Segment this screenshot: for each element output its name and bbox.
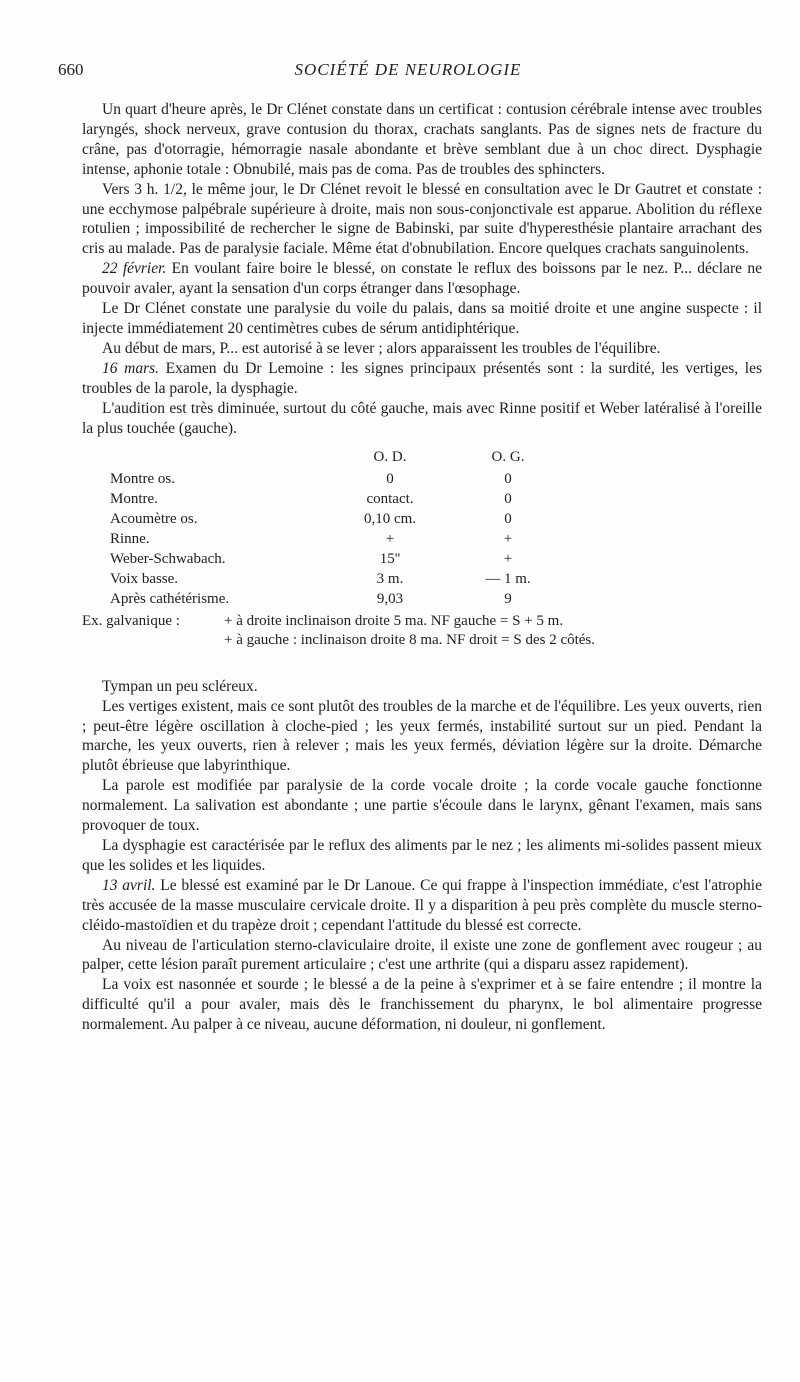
row-label: Acoumètre os. bbox=[110, 511, 198, 528]
article-body bbox=[82, 100, 762, 1035]
galvanic-exam bbox=[82, 612, 762, 651]
page-number: 660 bbox=[58, 60, 84, 79]
galvanic-line: + à gauche : inclinaison droite 8 ma. NF droit = S des 2 côtés. bbox=[224, 632, 596, 649]
og-value: + bbox=[503, 551, 513, 568]
paragraph: La parole est modifiée par paralysie de la corde vocale droite ; la corde vocale gauche fonctionne normalement. La salivation est abondante ; une partie s'écoule dans le larynx, gênant l'examen, mais sans provoquer de toux. bbox=[82, 777, 762, 835]
paragraph: La dysphagie est caractérisée par le reflux des aliments par le nez ; les aliments mi-solides passent mieux que les solides et les liquides. bbox=[82, 837, 762, 874]
paragraph-text: En voulant faire boire le blessé, on constate le reflux des boissons par le nez. P... déclare ne pouvoir avaler, ayant la sensation d'un corps étranger dans l'œsophage. bbox=[82, 260, 762, 298]
paragraph bbox=[82, 259, 762, 299]
table-row bbox=[110, 490, 558, 510]
table-row bbox=[110, 470, 558, 490]
table-row bbox=[110, 550, 558, 570]
row-label: Montre. bbox=[110, 491, 158, 508]
column-header-od: O. D. bbox=[373, 449, 407, 466]
row-label: Rinne. bbox=[110, 531, 150, 548]
paragraph: Vers 3 h. 1/2, le même jour, le Dr Clénet revoit le blessé en consultation avec le Dr Gautret et constate : une ecchymose palpébrale supérieure à droite, mais non sous-conjonctivale est apparue. Abolition du réflexe rotulien ; impossibilité de rechercher le signe de Babinski, par suite d'hyperesthésie plantaire arrachant des cris au malade. Pas de paralysie faciale. Même état d'obnubilation. Encore quelques crachats sanguinolents. bbox=[82, 180, 762, 258]
table-header-row bbox=[110, 448, 558, 470]
page-header bbox=[58, 60, 758, 84]
paragraph bbox=[82, 359, 762, 399]
od-value: 15'' bbox=[379, 551, 401, 568]
date-label: 22 février. bbox=[102, 260, 167, 278]
og-value: 9 bbox=[504, 590, 512, 607]
date-label: 13 avril. bbox=[102, 876, 156, 894]
table-row bbox=[110, 530, 558, 550]
paragraph: L'audition est très diminuée, surtout du côté gauche, mais avec Rinne positif et Weber latéralisé à l'oreille la plus touchée (gauche). bbox=[82, 399, 762, 437]
od-value: 0,10 cm. bbox=[363, 511, 417, 528]
paragraph: Au niveau de l'articulation sterno-claviculaire droite, il existe une zone de gonflement avec rougeur ; au palper, cette lésion paraît purement articulaire ; c'est une arthrite (qui a disparu assez rapidement). bbox=[82, 936, 762, 974]
paragraph: La voix est nasonnée et sourde ; le blessé a de la peine à s'exprimer et à se faire entendre ; il montre la difficulté qu'il a pour avaler, mais dès le franchissement du pharynx, le bol alimentaire progresse normalement. Au palper à ce niveau, aucune déformation, ni douleur, ni gonflement. bbox=[82, 976, 762, 1034]
row-label: Après cathétérisme. bbox=[110, 590, 230, 607]
paragraph: Le Dr Clénet constate une paralysie du voile du palais, dans sa moitié droite et une angine suspecte : il injecte immédiatement 20 centimètres cubes de sérum antidiphtérique. bbox=[82, 300, 762, 337]
table-row bbox=[110, 570, 558, 590]
paragraph: Un quart d'heure après, le Dr Clénet constate dans un certificat : contusion cérébrale intense avec troubles laryngés, shock nerveux, grave contusion du thorax, crachats sanglants. Pas de signes nets de fracture du crâne, pas d'otorragie, hémorragie nasale abondante et brève semblant due à un choc direct. Dysphagie intense, aphonie totale : Obnubilé, mais pas de coma. Pas de troubles des sphincters. bbox=[82, 101, 762, 178]
og-value: 0 bbox=[504, 471, 512, 488]
od-value: 0 bbox=[386, 471, 394, 488]
date-label: 16 mars. bbox=[102, 359, 160, 377]
column-header-og: O. G. bbox=[491, 449, 525, 466]
og-value: — 1 m. bbox=[485, 570, 531, 587]
row-label: Montre os. bbox=[110, 471, 175, 488]
paragraph-text: Examen du Dr Lemoine : les signes principaux présentés sont : la surdité, les vertiges, les troubles de la parole, la dysphagie. bbox=[82, 359, 762, 397]
og-value: + bbox=[503, 531, 513, 548]
journal-title: SOCIÉTÉ DE NEUROLOGIE bbox=[294, 60, 522, 79]
table-row bbox=[110, 590, 558, 610]
og-value: 0 bbox=[504, 511, 512, 528]
galvanic-label: Ex. galvanique : bbox=[82, 612, 180, 629]
og-value: 0 bbox=[504, 491, 512, 508]
paragraph bbox=[82, 876, 762, 936]
paragraph: Les vertiges existent, mais ce sont plutôt des troubles de la marche et de l'équilibre. Les yeux ouverts, rien ; peut-être légère oscillation à cloche-pied ; les yeux fermés, instabilité surtout sur un pied. Pendant la marche, les yeux ouverts, rien à relever ; mais les yeux fermés, déviation légère sur la droite. Démarche plutôt ébrieuse que labyrinthique. bbox=[82, 697, 762, 775]
od-value: 9,03 bbox=[376, 590, 404, 607]
paragraph: Tympan un peu scléreux. bbox=[102, 677, 258, 695]
table-row bbox=[110, 510, 558, 530]
row-label: Weber-Schwabach. bbox=[110, 551, 226, 568]
od-value: + bbox=[385, 531, 395, 548]
od-value: contact. bbox=[366, 491, 414, 508]
galvanic-line: + à droite inclinaison droite 5 ma. NF gauche = S + 5 m. bbox=[224, 612, 564, 629]
od-value: 3 m. bbox=[376, 570, 404, 587]
paragraph: Au début de mars, P... est autorisé à se lever ; alors apparaissent les troubles de l'équilibre. bbox=[102, 339, 661, 357]
hearing-exam-table bbox=[110, 448, 558, 609]
row-label: Voix basse. bbox=[110, 570, 179, 587]
paragraph-text: Le blessé est examiné par le Dr Lanoue. Ce qui frappe à l'inspection immédiate, c'est l'atrophie très accusée de la masse musculaire cervicale droite. Il y a disparition à peu près complète du muscle sterno-cléido-mastoïdien et du trapèze droit ; cependant l'attitude du blessé est correcte. bbox=[82, 876, 762, 934]
